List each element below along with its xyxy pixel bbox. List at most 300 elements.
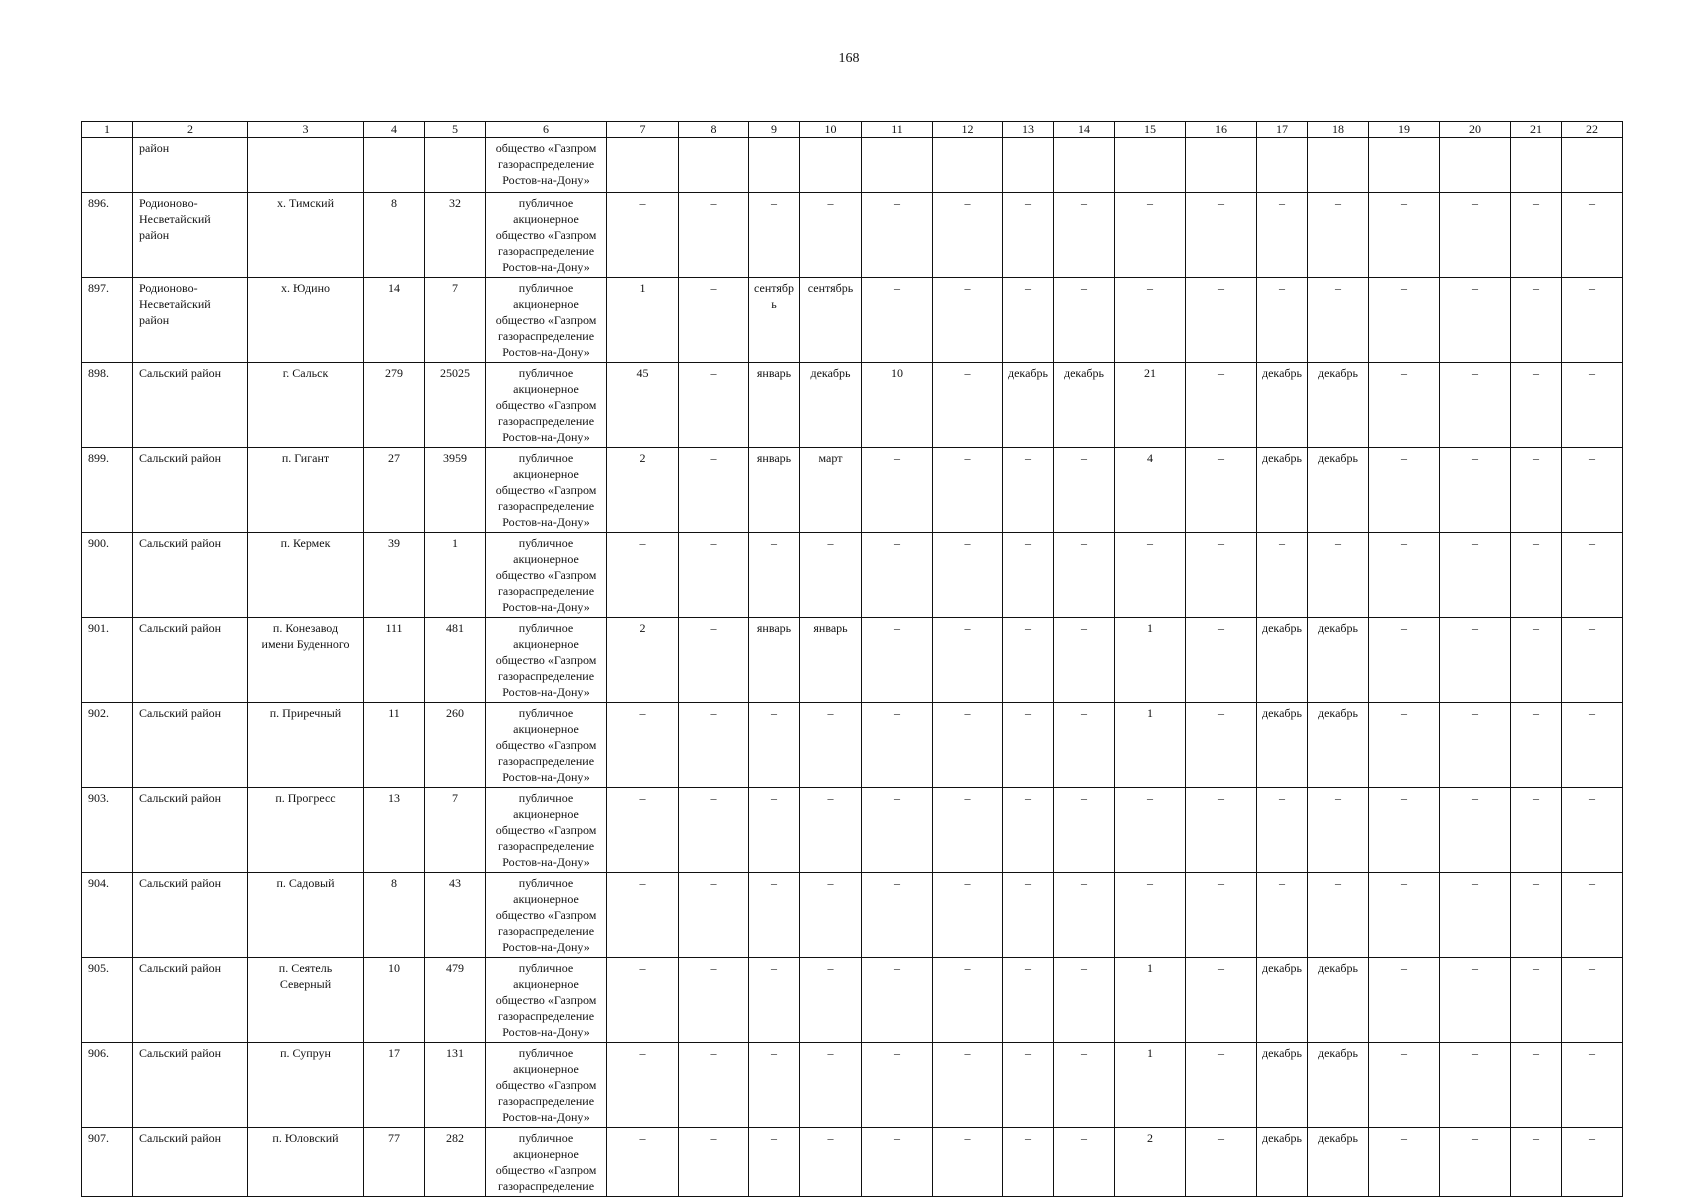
org-line: акционерное <box>513 722 579 736</box>
cell-col-4: 8 <box>364 193 425 278</box>
cell-col-5: 7 <box>425 788 486 873</box>
cell-col-16: – <box>1186 618 1257 703</box>
cell-col-2: Сальский район <box>133 533 248 618</box>
cell-col-4: 14 <box>364 278 425 363</box>
cell-col-8: – <box>679 958 749 1043</box>
org-line: газораспределение <box>497 1179 595 1193</box>
cell-col-11: – <box>862 533 933 618</box>
cell-col-7: – <box>607 533 679 618</box>
cell-col-11: – <box>862 958 933 1043</box>
column-number-15: 15 <box>1115 122 1186 138</box>
cell-col-13: – <box>1003 1043 1054 1128</box>
column-number-4: 4 <box>364 122 425 138</box>
cell-col-21: – <box>1511 618 1562 703</box>
cell-col-13: – <box>1003 703 1054 788</box>
table-row <box>82 533 1623 618</box>
cell-col-9: январь <box>749 363 800 448</box>
cell-col-13: – <box>1003 533 1054 618</box>
cell-col-17: декабрь <box>1257 958 1308 1043</box>
cell-col-9: – <box>749 703 800 788</box>
cell-col-8 <box>679 138 749 193</box>
cell-col-8: – <box>679 873 749 958</box>
cell-col-2: Сальский район <box>133 703 248 788</box>
cell-col-6 <box>486 703 607 788</box>
org-line: акционерное <box>513 892 579 906</box>
cell-col-20: – <box>1440 618 1511 703</box>
cell-col-18: декабрь <box>1308 618 1369 703</box>
cell-col-20: – <box>1440 193 1511 278</box>
cell-col-17: декабрь <box>1257 448 1308 533</box>
org-line: акционерное <box>513 212 579 226</box>
org-line: публичное <box>518 366 574 380</box>
cell-col-11: – <box>862 618 933 703</box>
org-line: газораспределение <box>497 414 595 428</box>
cell-col-11: – <box>862 873 933 958</box>
cell-col-18: декабрь <box>1308 1043 1369 1128</box>
cell-col-15: 2 <box>1115 1128 1186 1197</box>
org-line: публичное <box>518 451 574 465</box>
cell-col-7: – <box>607 193 679 278</box>
cell-col-3: п. Кермек <box>248 533 364 618</box>
cell-col-15: – <box>1115 873 1186 958</box>
cell-col-21: – <box>1511 533 1562 618</box>
cell-col-3: п. Супрун <box>248 1043 364 1128</box>
cell-col-18: – <box>1308 193 1369 278</box>
cell-col-17: декабрь <box>1257 703 1308 788</box>
cell-col-22: – <box>1562 533 1623 618</box>
cell-col-22: – <box>1562 958 1623 1043</box>
cell-col-3: п. Конезавод имени Буденного <box>248 618 364 703</box>
cell-col-13: – <box>1003 958 1054 1043</box>
cell-col-6 <box>486 618 607 703</box>
cell-col-2: Сальский район <box>133 873 248 958</box>
cell-col-6 <box>486 193 607 278</box>
cell-col-4: 111 <box>364 618 425 703</box>
cell-col-10: – <box>800 193 862 278</box>
cell-col-14 <box>1054 138 1115 193</box>
cell-col-13: – <box>1003 618 1054 703</box>
cell-col-13: – <box>1003 873 1054 958</box>
cell-col-22: – <box>1562 703 1623 788</box>
cell-col-14: – <box>1054 703 1115 788</box>
cell-col-11: – <box>862 1043 933 1128</box>
cell-col-19: – <box>1369 278 1440 363</box>
cell-col-9: – <box>749 1043 800 1128</box>
cell-col-17: – <box>1257 193 1308 278</box>
cell-col-17: – <box>1257 873 1308 958</box>
column-number-14: 14 <box>1054 122 1115 138</box>
cell-col-17: – <box>1257 788 1308 873</box>
cell-col-19: – <box>1369 958 1440 1043</box>
cell-col-19 <box>1369 138 1440 193</box>
cell-col-12: – <box>933 278 1003 363</box>
cell-col-16: – <box>1186 873 1257 958</box>
cell-col-5: 3959 <box>425 448 486 533</box>
cell-col-4: 17 <box>364 1043 425 1128</box>
cell-col-6 <box>486 448 607 533</box>
cell-col-10: сентябрь <box>800 278 862 363</box>
org-line: общество «Газпром <box>495 483 597 497</box>
cell-col-22: – <box>1562 618 1623 703</box>
cell-col-20: – <box>1440 958 1511 1043</box>
cell-col-10 <box>800 138 862 193</box>
column-number-22: 22 <box>1562 122 1623 138</box>
cell-col-9: сентябрь <box>749 278 800 363</box>
org-line: общество «Газпром <box>495 1163 597 1177</box>
cell-col-12: – <box>933 193 1003 278</box>
cell-col-3: п. Прогресс <box>248 788 364 873</box>
cell-col-22: – <box>1562 448 1623 533</box>
cell-col-17: декабрь <box>1257 1043 1308 1128</box>
org-line: общество «Газпром <box>495 738 597 752</box>
org-line: газораспределение <box>497 1009 595 1023</box>
cell-col-17: – <box>1257 533 1308 618</box>
cell-col-15: – <box>1115 193 1186 278</box>
cell-col-3: п. Юловский <box>248 1128 364 1197</box>
org-line: Ростов-на-Дону» <box>502 173 590 187</box>
cell-col-10: – <box>800 1043 862 1128</box>
cell-col-20: – <box>1440 533 1511 618</box>
org-line: общество «Газпром <box>495 568 597 582</box>
cell-col-5: 260 <box>425 703 486 788</box>
cell-col-13: – <box>1003 1128 1054 1197</box>
column-number-13: 13 <box>1003 122 1054 138</box>
cell-col-17 <box>1257 138 1308 193</box>
cell-col-2: Сальский район <box>133 363 248 448</box>
table-row <box>82 703 1623 788</box>
column-number-21: 21 <box>1511 122 1562 138</box>
column-number-11: 11 <box>862 122 933 138</box>
cell-col-15: 21 <box>1115 363 1186 448</box>
cell-col-21: – <box>1511 278 1562 363</box>
table-row <box>82 363 1623 448</box>
cell-col-7: – <box>607 958 679 1043</box>
column-number-12: 12 <box>933 122 1003 138</box>
cell-col-22: – <box>1562 193 1623 278</box>
cell-col-1: 904. <box>82 873 133 958</box>
cell-col-1: 907. <box>82 1128 133 1197</box>
org-line: газораспределение <box>497 329 595 343</box>
cell-col-22: – <box>1562 363 1623 448</box>
org-line: газораспределение <box>497 157 595 171</box>
cell-col-13: декабрь <box>1003 363 1054 448</box>
cell-col-20: – <box>1440 703 1511 788</box>
cell-col-18: декабрь <box>1308 363 1369 448</box>
cell-col-12: – <box>933 788 1003 873</box>
cell-col-15: – <box>1115 278 1186 363</box>
cell-col-7: – <box>607 1128 679 1197</box>
cell-col-21: – <box>1511 1043 1562 1128</box>
cell-col-20: – <box>1440 1128 1511 1197</box>
cell-col-2: Родионово- Несветайский район <box>133 278 248 363</box>
cell-col-21: – <box>1511 873 1562 958</box>
org-line: Ростов-на-Дону» <box>502 600 590 614</box>
cell-col-14: – <box>1054 618 1115 703</box>
cell-col-4: 39 <box>364 533 425 618</box>
cell-col-12: – <box>933 1043 1003 1128</box>
cell-col-22: – <box>1562 788 1623 873</box>
cell-col-6 <box>486 1128 607 1197</box>
cell-col-20: – <box>1440 448 1511 533</box>
cell-col-12: – <box>933 533 1003 618</box>
org-line: Ростов-на-Дону» <box>502 430 590 444</box>
org-line: публичное <box>518 196 574 210</box>
cell-col-18: – <box>1308 873 1369 958</box>
column-number-2: 2 <box>133 122 248 138</box>
org-line: публичное <box>518 961 574 975</box>
org-line: Ростов-на-Дону» <box>502 345 590 359</box>
column-number-1: 1 <box>82 122 133 138</box>
cell-col-9: январь <box>749 448 800 533</box>
column-number-9: 9 <box>749 122 800 138</box>
cell-col-11 <box>862 138 933 193</box>
cell-col-3: п. Гигант <box>248 448 364 533</box>
cell-col-7: – <box>607 703 679 788</box>
cell-col-9: – <box>749 788 800 873</box>
cell-col-19: – <box>1369 873 1440 958</box>
column-number-row <box>82 122 1623 138</box>
cell-col-5: 1 <box>425 533 486 618</box>
cell-col-21: – <box>1511 1128 1562 1197</box>
cell-col-21: – <box>1511 363 1562 448</box>
cell-col-14: – <box>1054 788 1115 873</box>
cell-col-5: 282 <box>425 1128 486 1197</box>
cell-col-5: 7 <box>425 278 486 363</box>
cell-col-5: 43 <box>425 873 486 958</box>
cell-col-8: – <box>679 363 749 448</box>
cell-col-11: – <box>862 193 933 278</box>
cell-col-8: – <box>679 1128 749 1197</box>
column-number-18: 18 <box>1308 122 1369 138</box>
org-line: общество «Газпром <box>495 823 597 837</box>
column-number-16: 16 <box>1186 122 1257 138</box>
cell-col-6 <box>486 873 607 958</box>
cell-col-4: 11 <box>364 703 425 788</box>
cell-col-17: – <box>1257 278 1308 363</box>
cell-col-19: – <box>1369 533 1440 618</box>
org-line: Ростов-на-Дону» <box>502 940 590 954</box>
cell-col-18: декабрь <box>1308 448 1369 533</box>
table-row <box>82 1128 1623 1197</box>
cell-col-9: – <box>749 533 800 618</box>
org-line: публичное <box>518 621 574 635</box>
cell-col-14: – <box>1054 278 1115 363</box>
org-line: Ростов-на-Дону» <box>502 855 590 869</box>
cell-col-7: 45 <box>607 363 679 448</box>
cell-col-6 <box>486 1043 607 1128</box>
cell-col-20: – <box>1440 278 1511 363</box>
table-row <box>82 193 1623 278</box>
cell-col-18 <box>1308 138 1369 193</box>
cell-col-16: – <box>1186 193 1257 278</box>
table-row <box>82 618 1623 703</box>
cell-col-19: – <box>1369 363 1440 448</box>
cell-col-4: 13 <box>364 788 425 873</box>
cell-col-22: – <box>1562 1128 1623 1197</box>
column-number-7: 7 <box>607 122 679 138</box>
cell-col-7: 2 <box>607 618 679 703</box>
org-line: акционерное <box>513 1062 579 1076</box>
cell-col-11: – <box>862 448 933 533</box>
cell-col-14: – <box>1054 958 1115 1043</box>
org-line: газораспределение <box>497 669 595 683</box>
data-table-wrap <box>81 121 1616 1197</box>
cell-col-5: 32 <box>425 193 486 278</box>
org-line: газораспределение <box>497 244 595 258</box>
cell-col-14: – <box>1054 1128 1115 1197</box>
cell-col-1: 896. <box>82 193 133 278</box>
org-line: общество «Газпром <box>495 653 597 667</box>
org-line: газораспределение <box>497 839 595 853</box>
cell-col-1: 898. <box>82 363 133 448</box>
cell-col-22: – <box>1562 873 1623 958</box>
cell-col-12: – <box>933 703 1003 788</box>
cell-col-19: – <box>1369 703 1440 788</box>
cell-col-12: – <box>933 873 1003 958</box>
cell-col-8: – <box>679 193 749 278</box>
cell-col-21: – <box>1511 788 1562 873</box>
cell-col-1: 905. <box>82 958 133 1043</box>
cell-col-6 <box>486 788 607 873</box>
org-line: акционерное <box>513 297 579 311</box>
cell-col-8: – <box>679 278 749 363</box>
cell-col-8: – <box>679 788 749 873</box>
data-table <box>81 121 1623 1197</box>
cell-col-15: 1 <box>1115 958 1186 1043</box>
table-body <box>82 138 1623 1197</box>
cell-col-14: – <box>1054 448 1115 533</box>
org-line: Ростов-на-Дону» <box>502 515 590 529</box>
cell-col-12: – <box>933 448 1003 533</box>
cell-col-19: – <box>1369 618 1440 703</box>
column-number-20: 20 <box>1440 122 1511 138</box>
cell-col-18: декабрь <box>1308 958 1369 1043</box>
cell-col-2: Сальский район <box>133 788 248 873</box>
cell-col-1: 906. <box>82 1043 133 1128</box>
column-number-17: 17 <box>1257 122 1308 138</box>
cell-col-1: 900. <box>82 533 133 618</box>
cell-col-4: 77 <box>364 1128 425 1197</box>
cell-col-3: х. Юдино <box>248 278 364 363</box>
cell-col-14: – <box>1054 873 1115 958</box>
cell-col-2: район <box>133 138 248 193</box>
cell-col-5: 479 <box>425 958 486 1043</box>
cell-col-9: – <box>749 873 800 958</box>
cell-col-3: п. Приречный <box>248 703 364 788</box>
cell-col-1: 897. <box>82 278 133 363</box>
cell-col-18: – <box>1308 278 1369 363</box>
table-row <box>82 1043 1623 1128</box>
cell-col-6 <box>486 533 607 618</box>
cell-col-18: – <box>1308 788 1369 873</box>
cell-col-12 <box>933 138 1003 193</box>
org-line: акционерное <box>513 977 579 991</box>
org-line: публичное <box>518 1131 574 1145</box>
org-line: газораспределение <box>497 499 595 513</box>
cell-col-11: – <box>862 703 933 788</box>
cell-col-6 <box>486 278 607 363</box>
cell-col-8: – <box>679 703 749 788</box>
cell-col-2: Сальский район <box>133 448 248 533</box>
cell-col-20: – <box>1440 873 1511 958</box>
cell-col-7: 1 <box>607 278 679 363</box>
cell-col-12: – <box>933 958 1003 1043</box>
cell-col-12: – <box>933 363 1003 448</box>
cell-col-15: 1 <box>1115 703 1186 788</box>
cell-col-2: Сальский район <box>133 618 248 703</box>
cell-col-10: – <box>800 703 862 788</box>
cell-col-19: – <box>1369 1043 1440 1128</box>
org-line: газораспределение <box>497 924 595 938</box>
cell-col-16: – <box>1186 958 1257 1043</box>
cell-col-2: Родионово- Несветайский район <box>133 193 248 278</box>
cell-col-13: – <box>1003 193 1054 278</box>
cell-col-21: – <box>1511 703 1562 788</box>
cell-col-11: – <box>862 1128 933 1197</box>
org-line: публичное <box>518 536 574 550</box>
org-line: Ростов-на-Дону» <box>502 685 590 699</box>
cell-col-15: – <box>1115 533 1186 618</box>
cell-col-6 <box>486 958 607 1043</box>
org-line: акционерное <box>513 552 579 566</box>
cell-col-22 <box>1562 138 1623 193</box>
cell-col-11: – <box>862 278 933 363</box>
cell-col-10: – <box>800 873 862 958</box>
cell-col-10: декабрь <box>800 363 862 448</box>
cell-col-6 <box>486 363 607 448</box>
cell-col-7: 2 <box>607 448 679 533</box>
cell-col-20: – <box>1440 1043 1511 1128</box>
cell-col-7: – <box>607 1043 679 1128</box>
cell-col-9: – <box>749 193 800 278</box>
cell-col-8: – <box>679 618 749 703</box>
cell-col-1: 899. <box>82 448 133 533</box>
cell-col-19: – <box>1369 788 1440 873</box>
org-line: публичное <box>518 706 574 720</box>
cell-col-12: – <box>933 1128 1003 1197</box>
org-line: общество «Газпром <box>495 398 597 412</box>
cell-col-18: декабрь <box>1308 1128 1369 1197</box>
cell-col-15: 4 <box>1115 448 1186 533</box>
cell-col-10: – <box>800 1128 862 1197</box>
cell-col-2: Сальский район <box>133 1128 248 1197</box>
org-line: акционерное <box>513 382 579 396</box>
cell-col-16: – <box>1186 363 1257 448</box>
cell-col-17: декабрь <box>1257 363 1308 448</box>
cell-col-13 <box>1003 138 1054 193</box>
cell-col-8: – <box>679 1043 749 1128</box>
table-row <box>82 448 1623 533</box>
cell-col-14: – <box>1054 533 1115 618</box>
cell-col-13: – <box>1003 278 1054 363</box>
cell-col-13: – <box>1003 788 1054 873</box>
cell-col-3: п. Садовый <box>248 873 364 958</box>
org-line: газораспределение <box>497 754 595 768</box>
table-row <box>82 958 1623 1043</box>
org-line: публичное <box>518 281 574 295</box>
table-row <box>82 278 1623 363</box>
cell-col-22: – <box>1562 278 1623 363</box>
column-number-10: 10 <box>800 122 862 138</box>
org-line: общество «Газпром <box>495 141 597 155</box>
cell-col-7: – <box>607 873 679 958</box>
cell-col-11: 10 <box>862 363 933 448</box>
cell-col-15 <box>1115 138 1186 193</box>
cell-col-10: март <box>800 448 862 533</box>
cell-col-15: – <box>1115 788 1186 873</box>
cell-col-3 <box>248 138 364 193</box>
cell-col-2: Сальский район <box>133 1043 248 1128</box>
